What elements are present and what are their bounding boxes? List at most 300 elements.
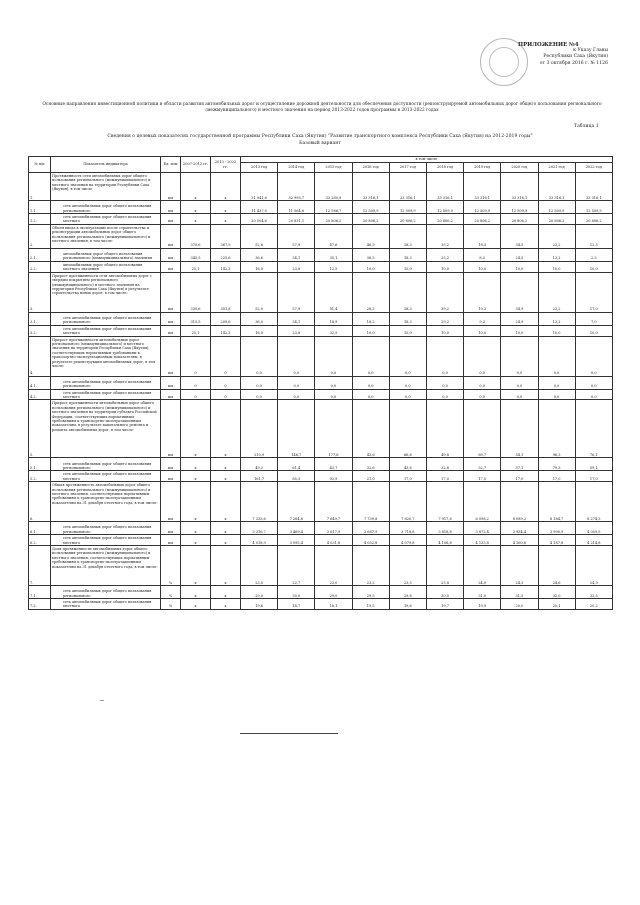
row-year-value: 0,0: [241, 336, 278, 376]
header-year: 2016 год: [352, 163, 389, 173]
row-year-value: 0,0: [538, 376, 575, 389]
row-period-1-value: 0: [181, 376, 211, 389]
row-year-value: 3 934,4: [501, 522, 538, 535]
row-index: 6.2.: [29, 535, 51, 546]
row-year-value: 36,5: [352, 248, 389, 261]
row-year-value: 31 941,6: [241, 173, 278, 201]
row-year-value: 0,0: [538, 336, 575, 376]
row-period-2-value: 0: [211, 376, 241, 389]
table-row: [29, 261, 613, 272]
row-year-value: 19,5: [352, 599, 389, 610]
row-year-value: 66,6: [389, 400, 426, 458]
row-year-value: 10,0: [426, 325, 463, 336]
row-year-value: 17,0: [389, 471, 426, 482]
row-indicator-name: сеть автомобильных дорог общего пользования местного: [51, 599, 161, 610]
row-year-value: 43,7: [315, 458, 352, 471]
row-indicator-name: сеть автомобильных дорог общего пользования регионального: [51, 586, 161, 599]
row-year-value: 34,9: [501, 272, 538, 312]
row-period-1-value: х: [181, 522, 211, 535]
row-period-1-value: 370,6: [181, 224, 211, 248]
row-index: 5.1.: [29, 458, 51, 471]
row-unit: %: [161, 586, 181, 599]
row-index: 5.: [29, 400, 51, 458]
row-year-value: 0,0: [315, 376, 352, 389]
row-year-value: 0,0: [501, 376, 538, 389]
row-year-value: 0,0: [389, 376, 426, 389]
table-row: [29, 272, 613, 312]
row-year-value: 23,0: [241, 546, 278, 586]
row-unit: км: [161, 224, 181, 248]
appendix-stamp: [488, 42, 608, 67]
header-year: 2020 год: [501, 163, 538, 173]
row-year-value: 33 316,1: [464, 173, 501, 201]
appendix-line: от 3 октября 2016 г. № 1126: [539, 60, 608, 66]
row-year-value: 23,5: [389, 546, 426, 586]
row-year-value: 7 335,6: [241, 482, 278, 522]
row-unit: км: [161, 312, 181, 325]
appendix-line: к Указу Главы: [573, 48, 608, 54]
row-year-value: 0,0: [464, 336, 501, 376]
table-row: [29, 224, 613, 248]
row-year-value: 4 059,5: [575, 522, 612, 535]
row-unit: км: [161, 376, 181, 389]
row-year-value: 0,0: [278, 376, 315, 389]
row-period-2-value: х: [211, 586, 241, 599]
row-index: 6.: [29, 482, 51, 522]
row-indicator-name: Протяженность сети автомобильных дорог общего пользования регионального (межмуниципального) и местного значения на территории Республики Саха (Якутия), в том числе: [51, 173, 161, 201]
row-year-value: 33 280,9: [315, 173, 352, 201]
row-year-value: 7 917,6: [426, 482, 463, 522]
row-year-value: 3 990,9: [538, 522, 575, 535]
row-year-value: 0,0: [426, 376, 463, 389]
row-unit: км: [161, 173, 181, 201]
row-unit: км: [161, 400, 181, 458]
row-year-value: 18,3: [464, 224, 501, 248]
row-index: 3.2.: [29, 325, 51, 336]
row-year-value: 10,0: [501, 325, 538, 336]
row-unit: км: [161, 389, 181, 400]
row-year-value: 0,0: [426, 389, 463, 400]
row-year-value: 46,5: [352, 224, 389, 248]
row-period-2-value: 367,9: [211, 224, 241, 248]
row-year-value: 10,0: [352, 261, 389, 272]
row-unit: км: [161, 201, 181, 214]
row-year-value: 8 089,2: [501, 482, 538, 522]
row-period-1-value: х: [181, 599, 211, 610]
row-year-value: 12 509,9: [538, 201, 575, 214]
row-year-value: 3 818,8: [426, 522, 463, 535]
row-year-value: 43,6: [352, 400, 389, 458]
row-year-value: 0,0: [241, 376, 278, 389]
row-indicator-name: сеть автомобильных дорог общего пользования регионального: [51, 458, 161, 471]
row-year-value: 9,3: [464, 312, 501, 325]
row-unit: км: [161, 522, 181, 535]
row-unit: %: [161, 546, 181, 586]
row-year-value: 28,3: [389, 272, 426, 312]
appendix-title: ПРИЛОЖЕНИЕ №4: [518, 42, 579, 48]
row-period-2-value: х: [211, 471, 241, 482]
row-indicator-name: сеть автомобильных дорог общего пользования местного: [51, 214, 161, 225]
row-year-value: 0,0: [575, 389, 612, 400]
header-indicator: Показатель индикатора: [51, 157, 161, 173]
row-index: 7.: [29, 546, 51, 586]
table-row: [29, 248, 613, 261]
row-year-value: 3 469,4: [278, 522, 315, 535]
row-index: 3.: [29, 272, 51, 312]
header-num: № п/п: [29, 157, 51, 173]
row-year-value: 12 509,9: [575, 201, 612, 214]
row-year-value: 13,2: [538, 248, 575, 261]
row-year-value: 12 509,9: [389, 201, 426, 214]
row-year-value: 33 316,1: [501, 173, 538, 201]
row-year-value: 16,0: [241, 325, 278, 336]
row-year-value: 4 106,8: [426, 535, 463, 546]
row-period-1-value: 25,1: [181, 325, 211, 336]
row-year-value: 4 214,8: [575, 535, 612, 546]
header-year: 2013 год: [241, 163, 278, 173]
row-year-value: 18,9: [315, 312, 352, 325]
row-period-2-value: х: [211, 599, 241, 610]
row-year-value: 21,0: [352, 471, 389, 482]
row-year-value: 37,1: [501, 458, 538, 471]
row-year-value: 61,4: [278, 458, 315, 471]
row-year-value: 3 718,8: [389, 522, 426, 535]
row-indicator-name: сеть автомобильных дорог общего пользования местного: [51, 389, 161, 400]
row-year-value: 43,6: [389, 458, 426, 471]
row-year-value: 12,5: [575, 224, 612, 248]
header-year: 2015 год: [315, 163, 352, 173]
row-year-value: 23,0: [315, 546, 352, 586]
row-year-value: 12 509,9: [352, 201, 389, 214]
row-year-value: 59,1: [575, 458, 612, 471]
row-year-value: 32 995,7: [278, 173, 315, 201]
row-year-value: 177,6: [315, 400, 352, 458]
row-year-value: 29,5: [352, 586, 389, 599]
row-year-value: 36,0: [241, 312, 278, 325]
row-year-value: 32,8: [426, 458, 463, 471]
signature-line: [240, 733, 338, 734]
row-year-value: 10,0: [464, 325, 501, 336]
header-year: 2019 год: [464, 163, 501, 173]
header-year: 2022 год: [575, 163, 612, 173]
row-year-value: 32,5: [315, 325, 352, 336]
row-period-2-value: 0: [211, 389, 241, 400]
intro-paragraph: Основные направления инвестиционной политики в области развития автомобильных дорог и осуществление дорожной деятельности для обеспечения доступности (реконструируемой автомобильных дорог общего пользования регионального (межмуниципального) и местного значения на период 2013-2022 годов программы в 2013-2022 годах: [42, 102, 602, 113]
row-year-value: 0,0: [315, 336, 352, 376]
row-unit: км: [161, 336, 181, 376]
row-year-value: 3 687,9: [352, 522, 389, 535]
table-caption: [60, 134, 580, 147]
table-body: [29, 173, 613, 610]
row-index: 1.2.: [29, 214, 51, 225]
row-year-value: 24,3: [501, 546, 538, 586]
row-year-value: 33 316,1: [538, 173, 575, 201]
header-year: 2021 год: [538, 163, 575, 173]
row-year-value: 33 316,1: [389, 173, 426, 201]
row-year-value: 11 564,6: [278, 201, 315, 214]
row-year-value: 4 052,8: [352, 535, 389, 546]
row-year-value: 0,0: [241, 389, 278, 400]
row-year-value: 17,0: [426, 471, 463, 482]
row-year-value: 54,1: [501, 400, 538, 458]
row-year-value: 34,5: [501, 224, 538, 248]
row-year-value: 69,7: [464, 400, 501, 458]
row-year-value: 28,3: [389, 224, 426, 248]
table-row: [29, 482, 613, 522]
row-year-value: 0,0: [426, 336, 463, 376]
row-year-value: 10,0: [575, 261, 612, 272]
row-year-value: 31,0: [464, 586, 501, 599]
row-year-value: 17,0: [575, 471, 612, 482]
row-year-value: 10,0: [389, 261, 426, 272]
row-year-value: 12,5: [315, 261, 352, 272]
row-period-2-value: 0: [211, 336, 241, 376]
header-year: 2014 год: [278, 163, 315, 173]
row-year-value: 20,2: [575, 599, 612, 610]
row-period-2-value: х: [211, 214, 241, 225]
row-year-value: 10,0: [426, 261, 463, 272]
row-year-value: 35,2: [426, 224, 463, 248]
row-index: 7.1.: [29, 586, 51, 599]
row-year-value: 19,9: [464, 599, 501, 610]
row-year-value: 32,5: [575, 586, 612, 599]
caption-subtitle: Базовый вариант: [299, 141, 341, 146]
table-row: [29, 376, 613, 389]
row-year-value: 3 316,7: [241, 522, 278, 535]
row-period-2-value: 142,3: [211, 261, 241, 272]
row-year-value: 20,1: [538, 599, 575, 610]
row-year-value: 24,9: [501, 312, 538, 325]
row-unit: км: [161, 214, 181, 225]
row-year-value: 0,0: [575, 336, 612, 376]
row-indicator-name: Прирост протяженности автомобильных дорог общего пользования регионального (межмуниципального) и местного значения на территории субъекта Российской Федерации, соответствующих нормативным требованиям к транспортно-эксплуатационным показателям, в результате капитального ремонта и ремонта автомобильных дорог, в том числе:: [51, 400, 161, 458]
row-year-value: 93,9: [315, 471, 352, 482]
row-year-value: 20 504,6: [241, 214, 278, 225]
row-year-value: 22,7: [278, 546, 315, 586]
row-indicator-name: сеть автомобильных дорог общего пользования местного: [51, 535, 161, 546]
row-period-1-value: 0: [181, 336, 211, 376]
row-period-2-value: х: [211, 458, 241, 471]
row-year-value: 12 586,7: [315, 201, 352, 214]
row-year-value: 20 806,2: [501, 214, 538, 225]
row-year-value: 0,0: [352, 376, 389, 389]
row-index: 1.1.: [29, 201, 51, 214]
row-year-value: 23,8: [278, 261, 315, 272]
row-year-value: 96,3: [538, 400, 575, 458]
row-period-2-value: х: [211, 400, 241, 458]
row-year-value: 23,2: [538, 224, 575, 248]
row-year-value: 57,9: [278, 224, 315, 248]
table-row: [29, 546, 613, 586]
row-year-value: 0,0: [501, 389, 538, 400]
row-year-value: 8 274,3: [575, 482, 612, 522]
row-year-value: 12 509,9: [501, 201, 538, 214]
row-year-value: 4 187,8: [538, 535, 575, 546]
row-year-value: 0,0: [389, 389, 426, 400]
row-year-value: 10,0: [501, 261, 538, 272]
row-period-1-value: 315,5: [181, 312, 211, 325]
row-year-value: 19,6: [389, 599, 426, 610]
table-row: [29, 400, 613, 458]
row-year-value: 20 831,1: [278, 214, 315, 225]
row-year-value: 19,3: [464, 272, 501, 312]
row-year-value: 20 806,2: [464, 214, 501, 225]
row-year-value: 11 437,0: [241, 201, 278, 214]
row-indicator-name: Объем ввода в эксплуатацию после строительства и реконструкции автомобильных дорог общего пользования регионального (межмуниципального) и местного значения, в том числе:: [51, 224, 161, 248]
row-year-value: 0,0: [352, 389, 389, 400]
table-row: [29, 336, 613, 376]
row-index: 7.2.: [29, 599, 51, 610]
row-unit: км: [161, 458, 181, 471]
row-year-value: 30,0: [278, 586, 315, 599]
row-year-value: 4 160,8: [501, 535, 538, 546]
row-year-value: 7 649,7: [315, 482, 352, 522]
row-indicator-name: сеть автомобильных дорог общего пользования регионального: [51, 522, 161, 535]
row-index: 5.2.: [29, 471, 51, 482]
row-year-value: 3 872,4: [464, 522, 501, 535]
row-period-2-value: х: [211, 482, 241, 522]
row-period-2-value: 142,3: [211, 325, 241, 336]
row-indicator-name: сеть автомобильных дорог общего пользования регионального: [51, 312, 161, 325]
row-year-value: 36,6: [241, 248, 278, 261]
row-year-value: 4 133,8: [464, 535, 501, 546]
row-year-value: 17,0: [538, 471, 575, 482]
table-row: [29, 201, 613, 214]
row-index: 4.1.: [29, 376, 51, 389]
row-period-1-value: 0: [181, 389, 211, 400]
table-row: [29, 458, 613, 471]
row-year-value: 19,6: [241, 599, 278, 610]
row-year-value: 0,0: [464, 389, 501, 400]
row-period-2-value: 225,6: [211, 248, 241, 261]
table-row: [29, 599, 613, 610]
row-period-1-value: х: [181, 458, 211, 471]
row-year-value: 3 995,4: [278, 535, 315, 546]
row-period-1-value: х: [181, 471, 211, 482]
row-unit: км: [161, 535, 181, 546]
row-indicator-name: автомобильных дорог общего пользования местного значения: [51, 261, 161, 272]
row-indicator-name: сеть автомобильных дорог общего пользования местного: [51, 325, 161, 336]
row-year-value: 76,1: [575, 400, 612, 458]
row-year-value: 20 806,2: [389, 214, 426, 225]
row-year-value: 4 031,8: [315, 535, 352, 546]
table-row: [29, 214, 613, 225]
row-period-1-value: х: [181, 214, 211, 225]
row-year-value: 28,2: [352, 272, 389, 312]
row-year-value: 49,2: [241, 458, 278, 471]
row-year-value: 2,5: [575, 248, 612, 261]
row-year-value: 12 509,9: [464, 201, 501, 214]
row-year-value: 52,7: [464, 458, 501, 471]
row-year-value: 24,5: [501, 248, 538, 261]
header-year: 2018 год: [426, 163, 463, 173]
row-year-value: 20 806,2: [315, 214, 352, 225]
row-year-value: 33 316,1: [352, 173, 389, 201]
row-year-value: 12 509,9: [426, 201, 463, 214]
row-year-value: 0,0: [278, 389, 315, 400]
table-row: [29, 389, 613, 400]
row-unit: км: [161, 471, 181, 482]
row-year-value: 18,7: [278, 599, 315, 610]
row-year-value: 23,8: [278, 325, 315, 336]
row-year-value: 23,8: [426, 546, 463, 586]
scan-mark: [100, 700, 104, 701]
header-including: в том числе: [241, 157, 613, 163]
row-indicator-name: сеть автомобильных дорог общего пользования местного: [51, 471, 161, 482]
caption-title: Сведения о целевых показателях государственной программы Республики Саха (Якутия) "Развитие транспортного комплекса Республики Саха (Якутия) на 2012-2019 годы": [107, 134, 533, 139]
row-year-value: 146,7: [278, 400, 315, 458]
row-period-2-value: х: [211, 522, 241, 535]
row-period-1-value: х: [181, 201, 211, 214]
row-year-value: 85,3: [278, 471, 315, 482]
row-year-value: 35,1: [315, 248, 352, 261]
row-indicator-name: Прирост протяженности сети автомобильных дорог с твердым покрытием регионального (межмуниципального) и местного значения на территории Республики Саха (Якутия) в результате строительства новых дорог, в том числе:: [51, 272, 161, 312]
row-unit: км: [161, 482, 181, 522]
row-indicator-name: сеть автомобильных дорог общего пользования регионального: [51, 201, 161, 214]
row-period-1-value: 345,5: [181, 248, 211, 261]
row-year-value: 34,1: [278, 312, 315, 325]
row-indicator-name: автомобильных дорог общего пользования регионального (межмуниципального) значения: [51, 248, 161, 261]
row-year-value: 25,2: [426, 248, 463, 261]
row-year-value: 17,0: [575, 272, 612, 312]
row-year-value: 24,6: [538, 546, 575, 586]
row-year-value: 0,0: [575, 376, 612, 389]
row-indicator-name: Доля протяженности автомобильных дорог общего пользования регионального (межмуниципального) и местного значения, соответствующих нормативным требованиям к транспортно-эксплуатационным показателям на 31 декабря отчетного года, в том числе:: [51, 546, 161, 586]
row-year-value: 24,0: [464, 546, 501, 586]
row-year-value: 7,0: [575, 312, 612, 325]
row-period-1-value: х: [181, 586, 211, 599]
row-year-value: 49,8: [426, 400, 463, 458]
row-year-value: 20 806,2: [538, 214, 575, 225]
row-year-value: 0,0: [352, 336, 389, 376]
row-year-value: 24,9: [575, 546, 612, 586]
row-year-value: 4 018,9: [241, 535, 278, 546]
row-index: 1.: [29, 173, 51, 201]
row-year-value: 23,2: [538, 272, 575, 312]
header-period-2: 2013 - 2022 гг.: [211, 157, 241, 173]
row-index: 2.: [29, 224, 51, 248]
row-year-value: 0,0: [501, 336, 538, 376]
row-year-value: 161,7: [241, 471, 278, 482]
row-year-value: 34,1: [278, 248, 315, 261]
row-period-2-value: 209,6: [211, 312, 241, 325]
header-unit: Ед. изм: [161, 157, 181, 173]
row-year-value: 0,0: [389, 336, 426, 376]
row-year-value: 33 316,1: [426, 173, 463, 201]
table-number-label: Таблица 1: [574, 124, 599, 129]
row-unit: км: [161, 248, 181, 261]
table-row: [29, 522, 613, 535]
row-year-value: 10,0: [538, 325, 575, 336]
row-year-value: 20,0: [501, 599, 538, 610]
row-year-value: 0,0: [464, 376, 501, 389]
row-unit: км: [161, 272, 181, 312]
row-year-value: 39,2: [426, 272, 463, 312]
row-index: 6.1.: [29, 522, 51, 535]
row-year-value: 7 739,8: [352, 482, 389, 522]
row-year-value: 13,2: [538, 312, 575, 325]
row-year-value: 10,0: [352, 325, 389, 336]
table-row: [29, 173, 613, 201]
row-unit: км: [161, 261, 181, 272]
table-row: [29, 535, 613, 546]
table-row: [29, 586, 613, 599]
row-index: 3.1.: [29, 312, 51, 325]
table-row: [29, 312, 613, 325]
row-period-1-value: 330,6: [181, 272, 211, 312]
row-year-value: 8,3: [464, 248, 501, 261]
header-period-1: 2007-2012 гг.: [181, 157, 211, 173]
